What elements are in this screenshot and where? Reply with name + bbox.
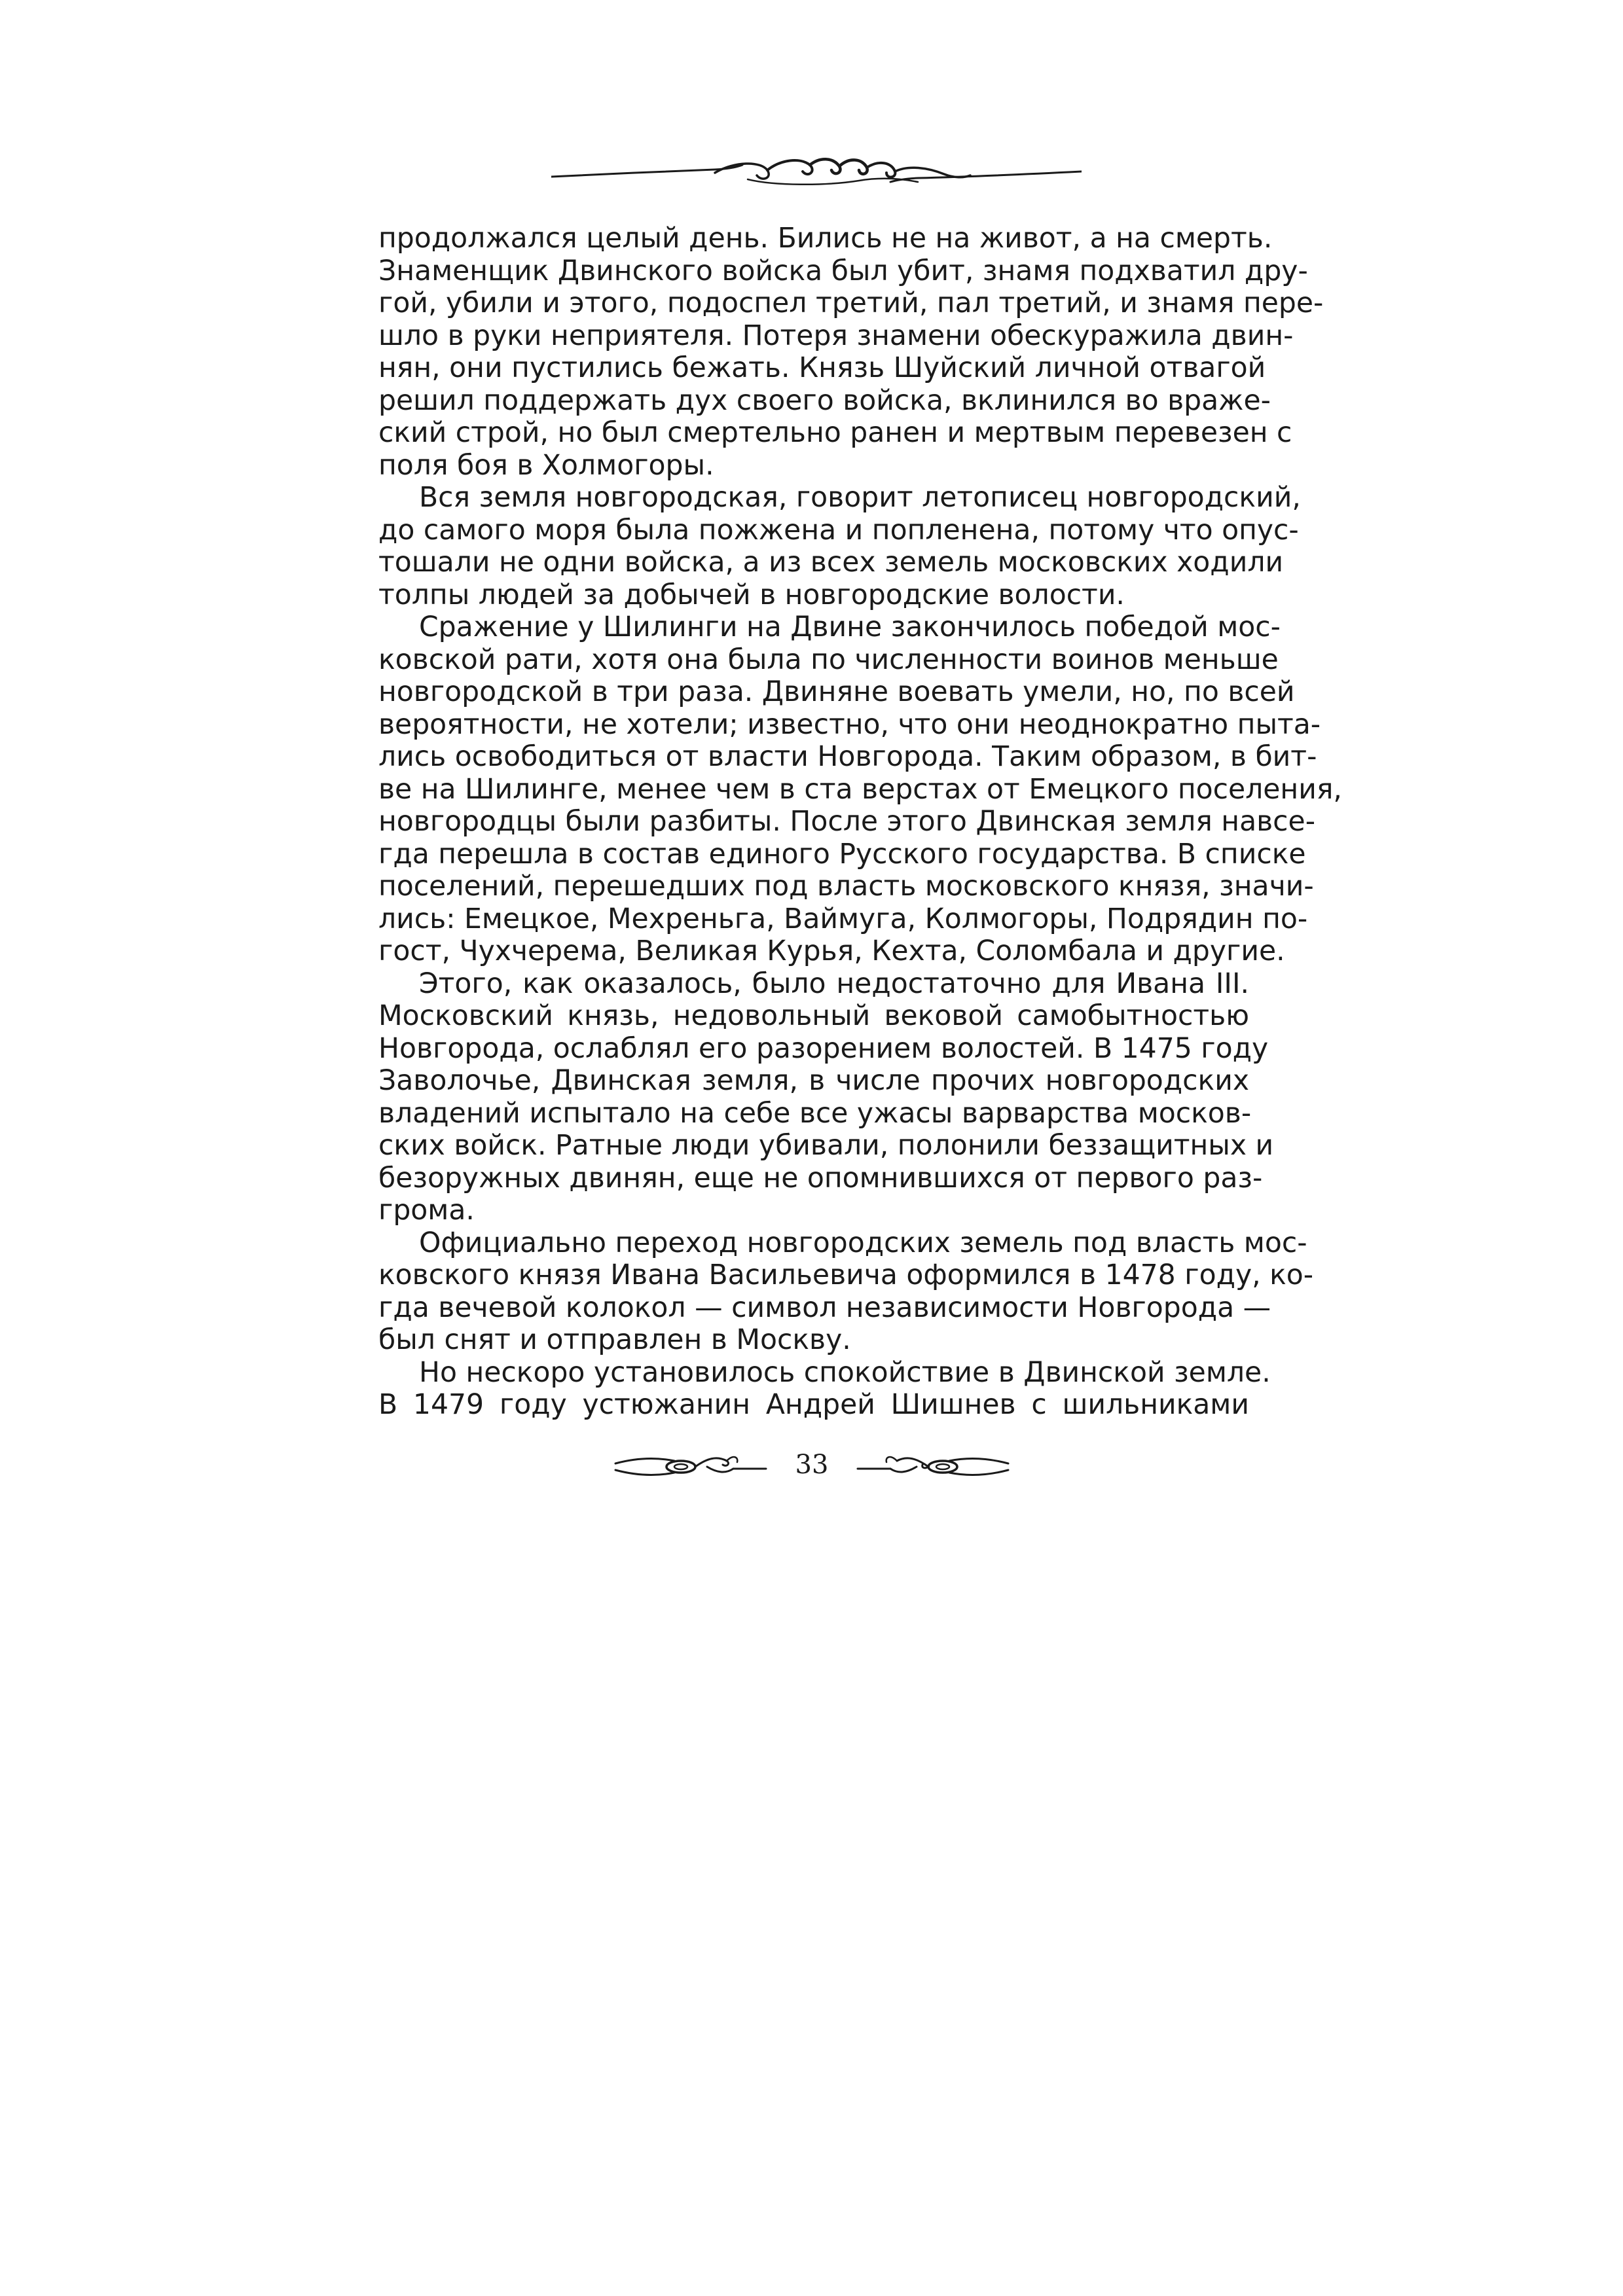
paragraph-5 — [378, 1227, 1314, 1357]
paragraph-3 — [378, 611, 1342, 968]
left-flourish-icon — [609, 1446, 773, 1486]
text-line: новгородцы были разбиты. После этого Двинская земля навсе- — [378, 806, 1316, 838]
text-line: шло в руки неприятеля. Потеря знамени обескуражила двин- — [378, 319, 1294, 352]
text-line: Московский князь, недовольный вековой самобытностью — [378, 1000, 1249, 1032]
text-line: решил поддержать дух своего войска, вклинился во враже- — [378, 384, 1271, 417]
text-line: нян, они пустились бежать. Князь Шуйский личной отвагой — [378, 352, 1266, 384]
text-line: В 1479 году устюжанин Андрей Шишнев с шильниками — [378, 1389, 1249, 1421]
text-line: грома. — [378, 1194, 475, 1227]
text-line: до самого моря была пожжена и попленена, потому что опус- — [378, 514, 1299, 547]
text-line: был снят и отправлен в Москву. — [378, 1324, 851, 1356]
text-line: вероятности, не хотели; известно, что они неоднократно пыта- — [378, 708, 1321, 741]
text-line: Знаменщик Двинского войска был убит, знамя подхватил дру- — [378, 255, 1308, 287]
text-line: гда вечевой колокол — символ независимости Новгорода — — [378, 1291, 1271, 1324]
text-line: ский строй, но был смертельно ранен и мертвым перевезен с — [378, 417, 1292, 449]
paragraph-4 — [378, 967, 1274, 1227]
text-line: поселений, перешедших под власть московского князя, значи- — [378, 870, 1314, 903]
paragraph-1 — [378, 223, 1324, 482]
text-line: владений испытало на себе все ужасы варварства москов- — [378, 1097, 1252, 1130]
text-line: ве на Шилинге, менее чем в ста верстах от Емецкого поселения, — [378, 773, 1342, 806]
text-line: Официально переход новгородских земель под власть мос- — [419, 1227, 1307, 1259]
text-line: лись освободиться от власти Новгорода. Таким образом, в бит- — [378, 741, 1317, 773]
text-line: толпы людей за добычей в новгородские волости. — [378, 579, 1125, 611]
page-number: 33 — [795, 1450, 829, 1480]
paragraph-2 — [378, 482, 1301, 611]
text-line: Вся земля новгородская, говорит летописец новгородский, — [419, 482, 1301, 514]
text-line: лись: Емецкое, Мехреньга, Ваймуга, Колмогоры, Подрядин по- — [378, 903, 1308, 935]
text-line: Этого, как оказалось, было недостаточно для Ивана III. — [419, 967, 1249, 1000]
text-line: ковской рати, хотя она была по численности воинов меньше — [378, 643, 1279, 676]
text-line: гост, Чухчерема, Великая Курья, Кехта, Соломбала и другие. — [378, 935, 1285, 967]
text-line: гой, убили и этого, подоспел третий, пал третий, и знамя пере- — [378, 287, 1324, 319]
text-line: продолжался целый день. Бились не на живот, а на смерть. — [378, 223, 1273, 255]
page-footer — [609, 1446, 1015, 1486]
text-line: Но нескоро установилось спокойствие в Двинской земле. — [419, 1356, 1271, 1389]
text-line: Сражение у Шилинги на Двине закончилось победой мос- — [419, 611, 1281, 643]
text-line: ковского князя Ивана Васильевича оформился в 1478 году, ко- — [378, 1259, 1314, 1291]
text-line: новгородской в три раза. Двиняне воевать умели, но, по всей — [378, 676, 1295, 708]
text-line: поля боя в Холмогоры. — [378, 449, 714, 482]
text-line: ских войск. Ратные люди убивали, полонили беззащитных и — [378, 1130, 1274, 1162]
right-flourish-icon — [851, 1446, 1015, 1486]
ornamental-flourish-icon — [551, 148, 1082, 194]
text-line: Заволочье, Двинская земля, в числе прочих новгородских — [378, 1065, 1249, 1097]
text-line: гда перешла в состав единого Русского государства. В списке — [378, 838, 1306, 870]
body-text — [378, 223, 1342, 1422]
paragraph-6 — [378, 1356, 1271, 1422]
text-line: безоружных двинян, еще не опомнившихся от первого раз- — [378, 1162, 1263, 1194]
text-line: Новгорода, ослаблял его разорением волостей. В 1475 году — [378, 1032, 1269, 1065]
text-line: тошали не одни войска, а из всех земель московских ходили — [378, 547, 1284, 579]
